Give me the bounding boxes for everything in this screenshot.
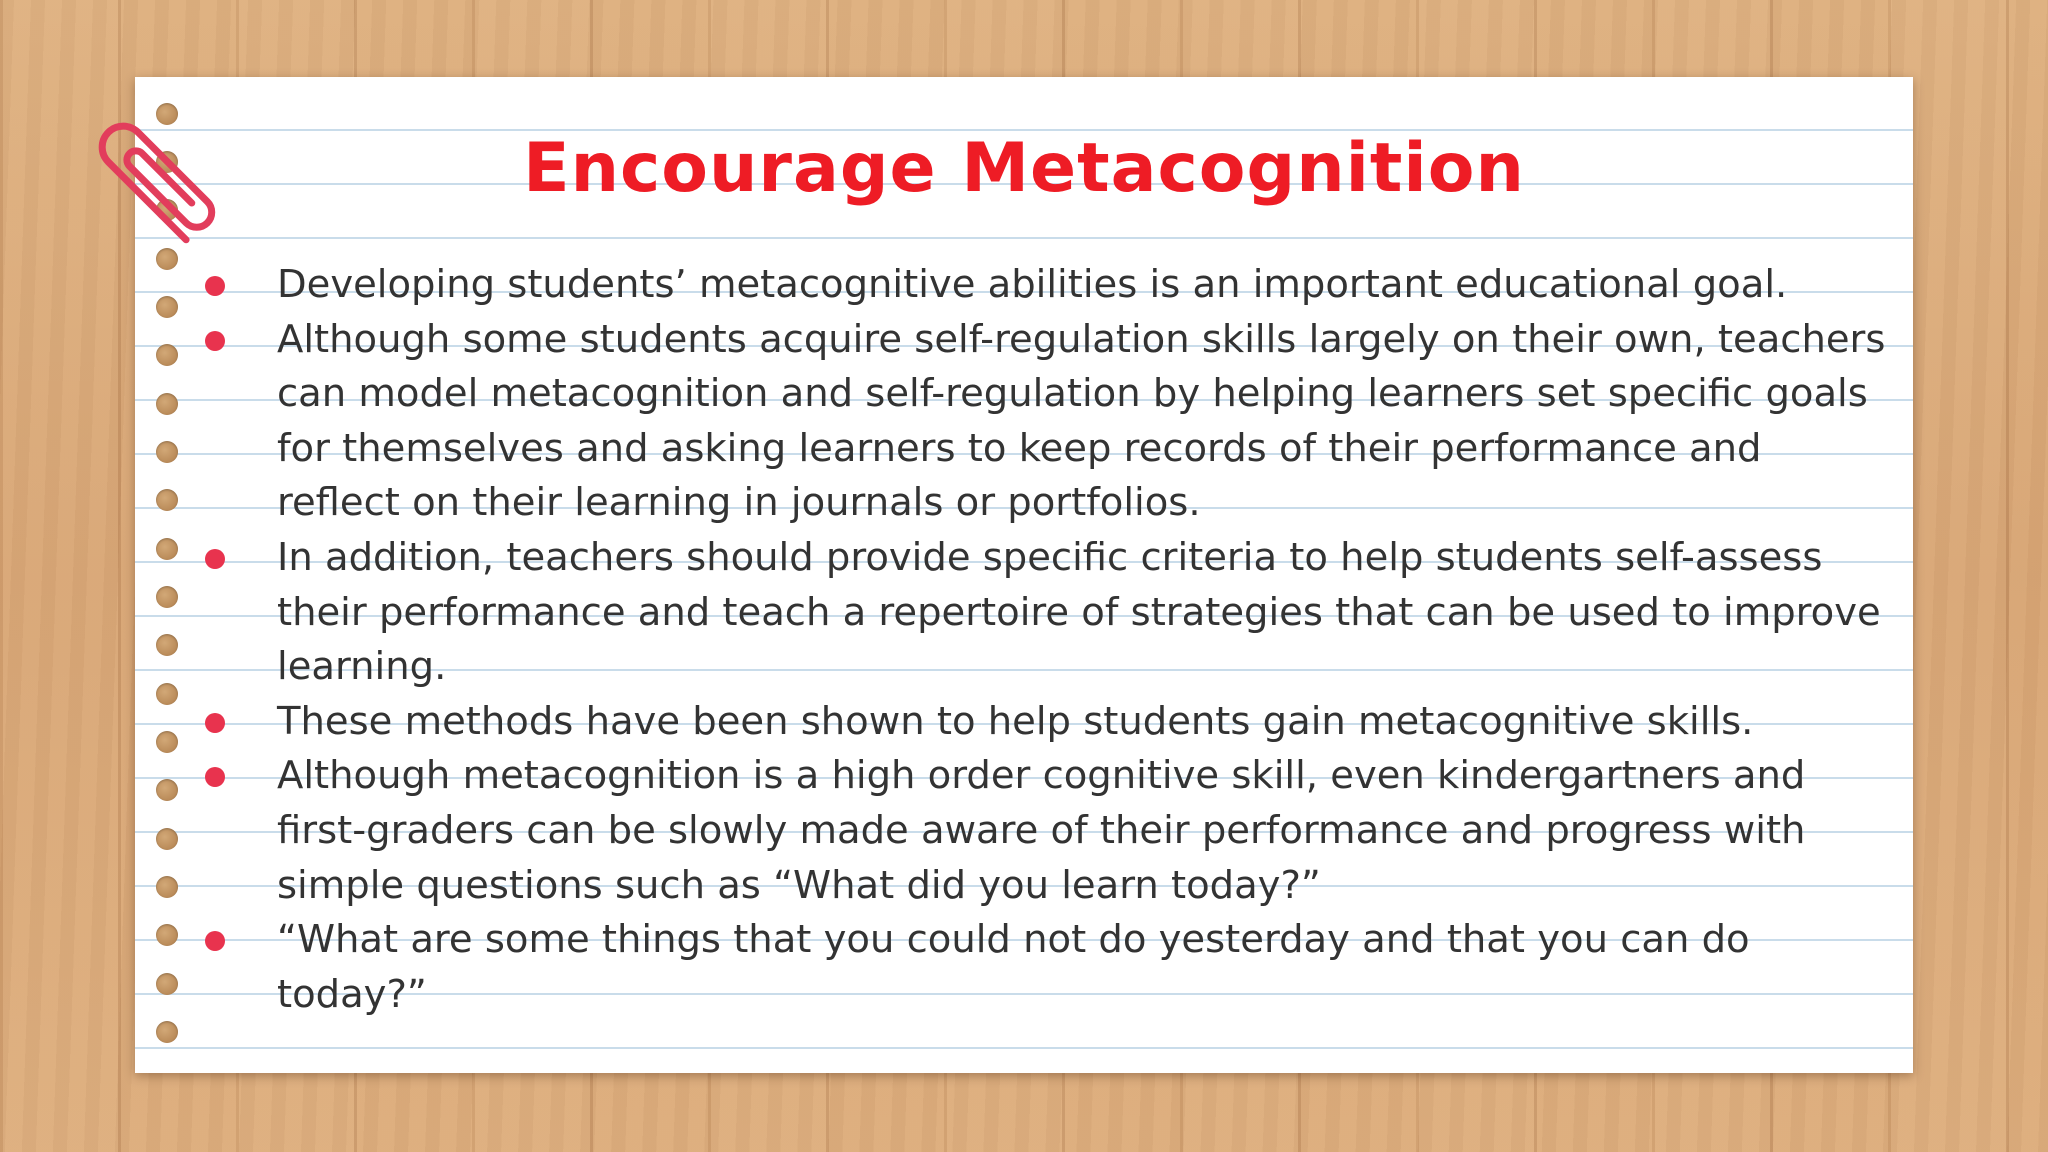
binder-hole xyxy=(156,586,178,608)
bullet-dot xyxy=(205,931,225,951)
bullet-dot xyxy=(205,549,225,569)
binder-hole xyxy=(156,924,178,946)
bullet-text: Although some students acquire self-regulation skills largely on their own, teachers can model metacognition and self-regulation by helping learners set specific goals for themselves and asking learners to keep records of their performance and reflect on their learning in journals or portfolios. xyxy=(277,316,1886,526)
list-item xyxy=(200,258,1890,313)
binder-hole xyxy=(156,1021,178,1043)
list-item xyxy=(200,749,1890,913)
binder-hole xyxy=(156,344,178,366)
bullet-text: “What are some things that you could not do yesterday and that you can do today?” xyxy=(277,917,1750,1017)
bullet-text: Although metacognition is a high order cognitive skill, even kindergartners and first-graders can be slowly made aware of their performance and progress with simple questions such as “What did you learn today?” xyxy=(277,753,1806,908)
binder-hole xyxy=(156,779,178,801)
list-item xyxy=(200,913,1890,1022)
binder-hole xyxy=(156,634,178,656)
bullet-dot xyxy=(205,276,225,296)
bullet-list xyxy=(200,258,1890,1022)
binder-hole xyxy=(156,296,178,318)
binder-hole xyxy=(156,731,178,753)
list-item xyxy=(200,695,1890,750)
list-item xyxy=(200,313,1890,531)
binder-hole xyxy=(156,441,178,463)
binder-hole xyxy=(156,973,178,995)
bullet-dot xyxy=(205,767,225,787)
binder-hole xyxy=(156,489,178,511)
binder-hole xyxy=(156,876,178,898)
binder-hole xyxy=(156,393,178,415)
bullet-dot xyxy=(205,713,225,733)
binder-hole xyxy=(156,828,178,850)
binder-hole xyxy=(156,538,178,560)
list-item xyxy=(200,531,1890,695)
bullet-text: In addition, teachers should provide specific criteria to help students self-assess their performance and teach a repertoire of strategies that can be used to improve learning. xyxy=(277,534,1881,690)
bullet-text: Developing students’ metacognitive abilities is an important educational goal. xyxy=(277,262,1788,307)
bullet-dot xyxy=(205,331,225,351)
bullet-text: These methods have been shown to help students gain metacognitive skills. xyxy=(277,698,1754,744)
binder-hole xyxy=(156,683,178,705)
page-title: Encourage Metacognition xyxy=(523,129,1525,208)
